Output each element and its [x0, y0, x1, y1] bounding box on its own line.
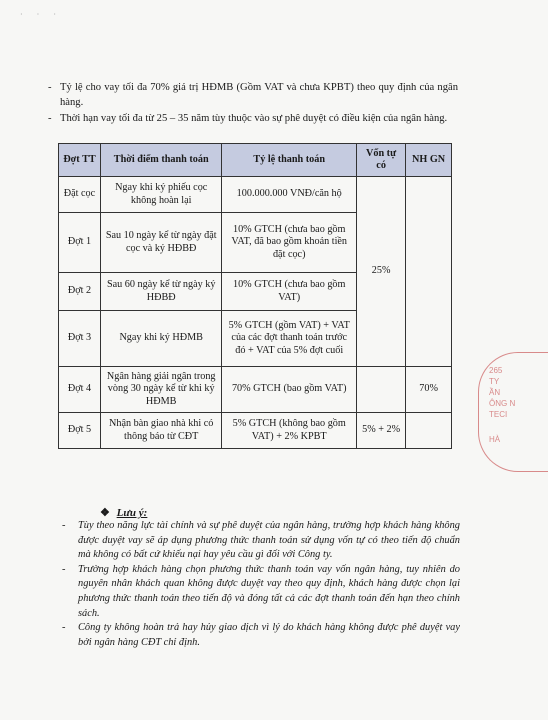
table-row — [59, 413, 452, 449]
cell-dot: Đợt 5 — [59, 413, 101, 449]
bullet-item: - Tỷ lệ cho vay tối đa 70% giá trị HĐMB (Gồm VAT và chưa KPBT) theo quy định của ngân hàng. — [48, 82, 458, 108]
cell-dot: Đợt 1 — [59, 213, 101, 273]
notes-title: Lưu ý: — [116, 507, 148, 519]
header-ty-le: Tỷ lệ thanh toán — [222, 144, 357, 177]
diamond-bullet-icon: ❖ — [100, 507, 110, 519]
cell-von-tu-co-merged: 25% — [357, 177, 406, 367]
table-header-row — [59, 144, 452, 177]
cell-nh-gn: 70% — [406, 367, 452, 413]
cell-thoi-diem: Ngay khi ký phiếu cọc không hoàn lại — [100, 177, 221, 213]
note-text: Tùy theo năng lực tài chính và sự phê duyệt của ngân hàng, trường hợp khách hàng không được duyệt vay sẽ áp dụng phương thức thanh toán sử dụng vốn tự có theo tiến độ chuẩn mà không có bất cứ khiếu nại hay yêu cầu gì đối với Công ty. — [78, 520, 460, 561]
header-nh-gn: NH GN — [406, 144, 452, 177]
cell-thoi-diem: Ngay khi ký HĐMB — [100, 311, 221, 367]
table-row — [59, 367, 452, 413]
header-dot-tt: Đợt TT — [59, 144, 101, 177]
table-row — [59, 177, 452, 213]
cell-dot: Đợt 4 — [59, 367, 101, 413]
cell-ty-le: 100.000.000 VNĐ/căn hộ — [222, 177, 357, 213]
cell-dot: Đặt cọc — [59, 177, 101, 213]
notes-heading — [100, 506, 147, 519]
note-item: - Tùy theo năng lực tài chính và sự phê duyệt của ngân hàng, trường hợp khách hàng không được duyệt vay sẽ áp dụng phương thức thanh toán sử dụng vốn tự có theo tiến độ chuẩn mà không có bất cứ khiếu nại hay yêu cầu gì đối với Công ty. — [62, 519, 460, 563]
cell-nh-gn-empty — [406, 413, 452, 449]
cell-dot: Đợt 2 — [59, 273, 101, 311]
cell-ty-le: 10% GTCH (chưa bao gồm VAT) — [222, 273, 357, 311]
loan-terms — [48, 80, 458, 127]
cell-ty-le: 10% GTCH (chưa bao gồm VAT, đã bao gồm khoản tiền đặt cọc) — [222, 213, 357, 273]
bullet-text: Tỷ lệ cho vay tối đa 70% giá trị HĐMB (Gồm VAT và chưa KPBT) theo quy định của ngân hàng. — [60, 82, 458, 108]
cell-von-tu-co: 5% + 2% — [357, 413, 406, 449]
cell-thoi-diem: Nhận bàn giao nhà khi có thông báo từ CĐT — [100, 413, 221, 449]
cell-ty-le: 5% GTCH (gồm VAT) + VAT của các đợt thanh toán trước đó + VAT của 5% đợt cuối — [222, 311, 357, 367]
cell-ty-le: 5% GTCH (không bao gồm VAT) + 2% KPBT — [222, 413, 357, 449]
note-text: Trường hợp khách hàng chọn phương thức thanh toán vay vốn ngân hàng, tuy nhiên do nguyên nhân khách quan không được duyệt vay theo quy định, khách hàng được chọn lại phương thức thanh toán theo tiến độ và đóng tất cả các đợt thanh toán đến hạn theo chính sách. — [78, 563, 460, 619]
note-text: Công ty không hoàn trả hay hủy giao dịch vì lý do khách hàng không được phê duyệt vay bởi ngân hàng CĐT chỉ định. — [78, 622, 460, 648]
payment-schedule-table — [58, 143, 452, 449]
scan-artifact: · · · — [20, 10, 62, 19]
company-seal-stamp: 265 TY ẦN ÔNG N TECI HÀ — [478, 352, 548, 472]
cell-nh-gn-empty — [406, 177, 452, 367]
header-thoi-diem: Thời điểm thanh toán — [100, 144, 221, 177]
note-item: - Công ty không hoàn trả hay hủy giao dịch vì lý do khách hàng không được phê duyệt vay bởi ngân hàng CĐT chỉ định. — [62, 621, 460, 650]
header-von-tu-co: Vốn tự có — [357, 144, 406, 177]
notes-list — [62, 519, 460, 650]
cell-thoi-diem: Ngân hàng giải ngân trong vòng 30 ngày kể từ khi ký HĐMB — [100, 367, 221, 413]
cell-von-tu-co-empty — [357, 367, 406, 413]
cell-thoi-diem: Sau 10 ngày kể từ ngày đặt cọc và ký HĐBĐ — [100, 213, 221, 273]
cell-thoi-diem: Sau 60 ngày kể từ ngày ký HĐBĐ — [100, 273, 221, 311]
bullet-text: Thời hạn vay tối đa từ 25 – 35 năm tùy thuộc vào sự phê duyệt có điều kiện của ngân hàng. — [60, 113, 448, 124]
cell-dot: Đợt 3 — [59, 311, 101, 367]
cell-ty-le: 70% GTCH (bao gồm VAT) — [222, 367, 357, 413]
note-item: - Trường hợp khách hàng chọn phương thức thanh toán vay vốn ngân hàng, tuy nhiên do nguyên nhân khách quan không được duyệt vay theo quy định, khách hàng được chọn lại phương thức thanh toán theo tiến độ và đóng tất cả các đợt thanh toán đến hạn theo chính sách. — [62, 563, 460, 621]
bullet-item: - Thời hạn vay tối đa từ 25 – 35 năm tùy thuộc vào sự phê duyệt có điều kiện của ngân hàng. — [48, 111, 458, 126]
